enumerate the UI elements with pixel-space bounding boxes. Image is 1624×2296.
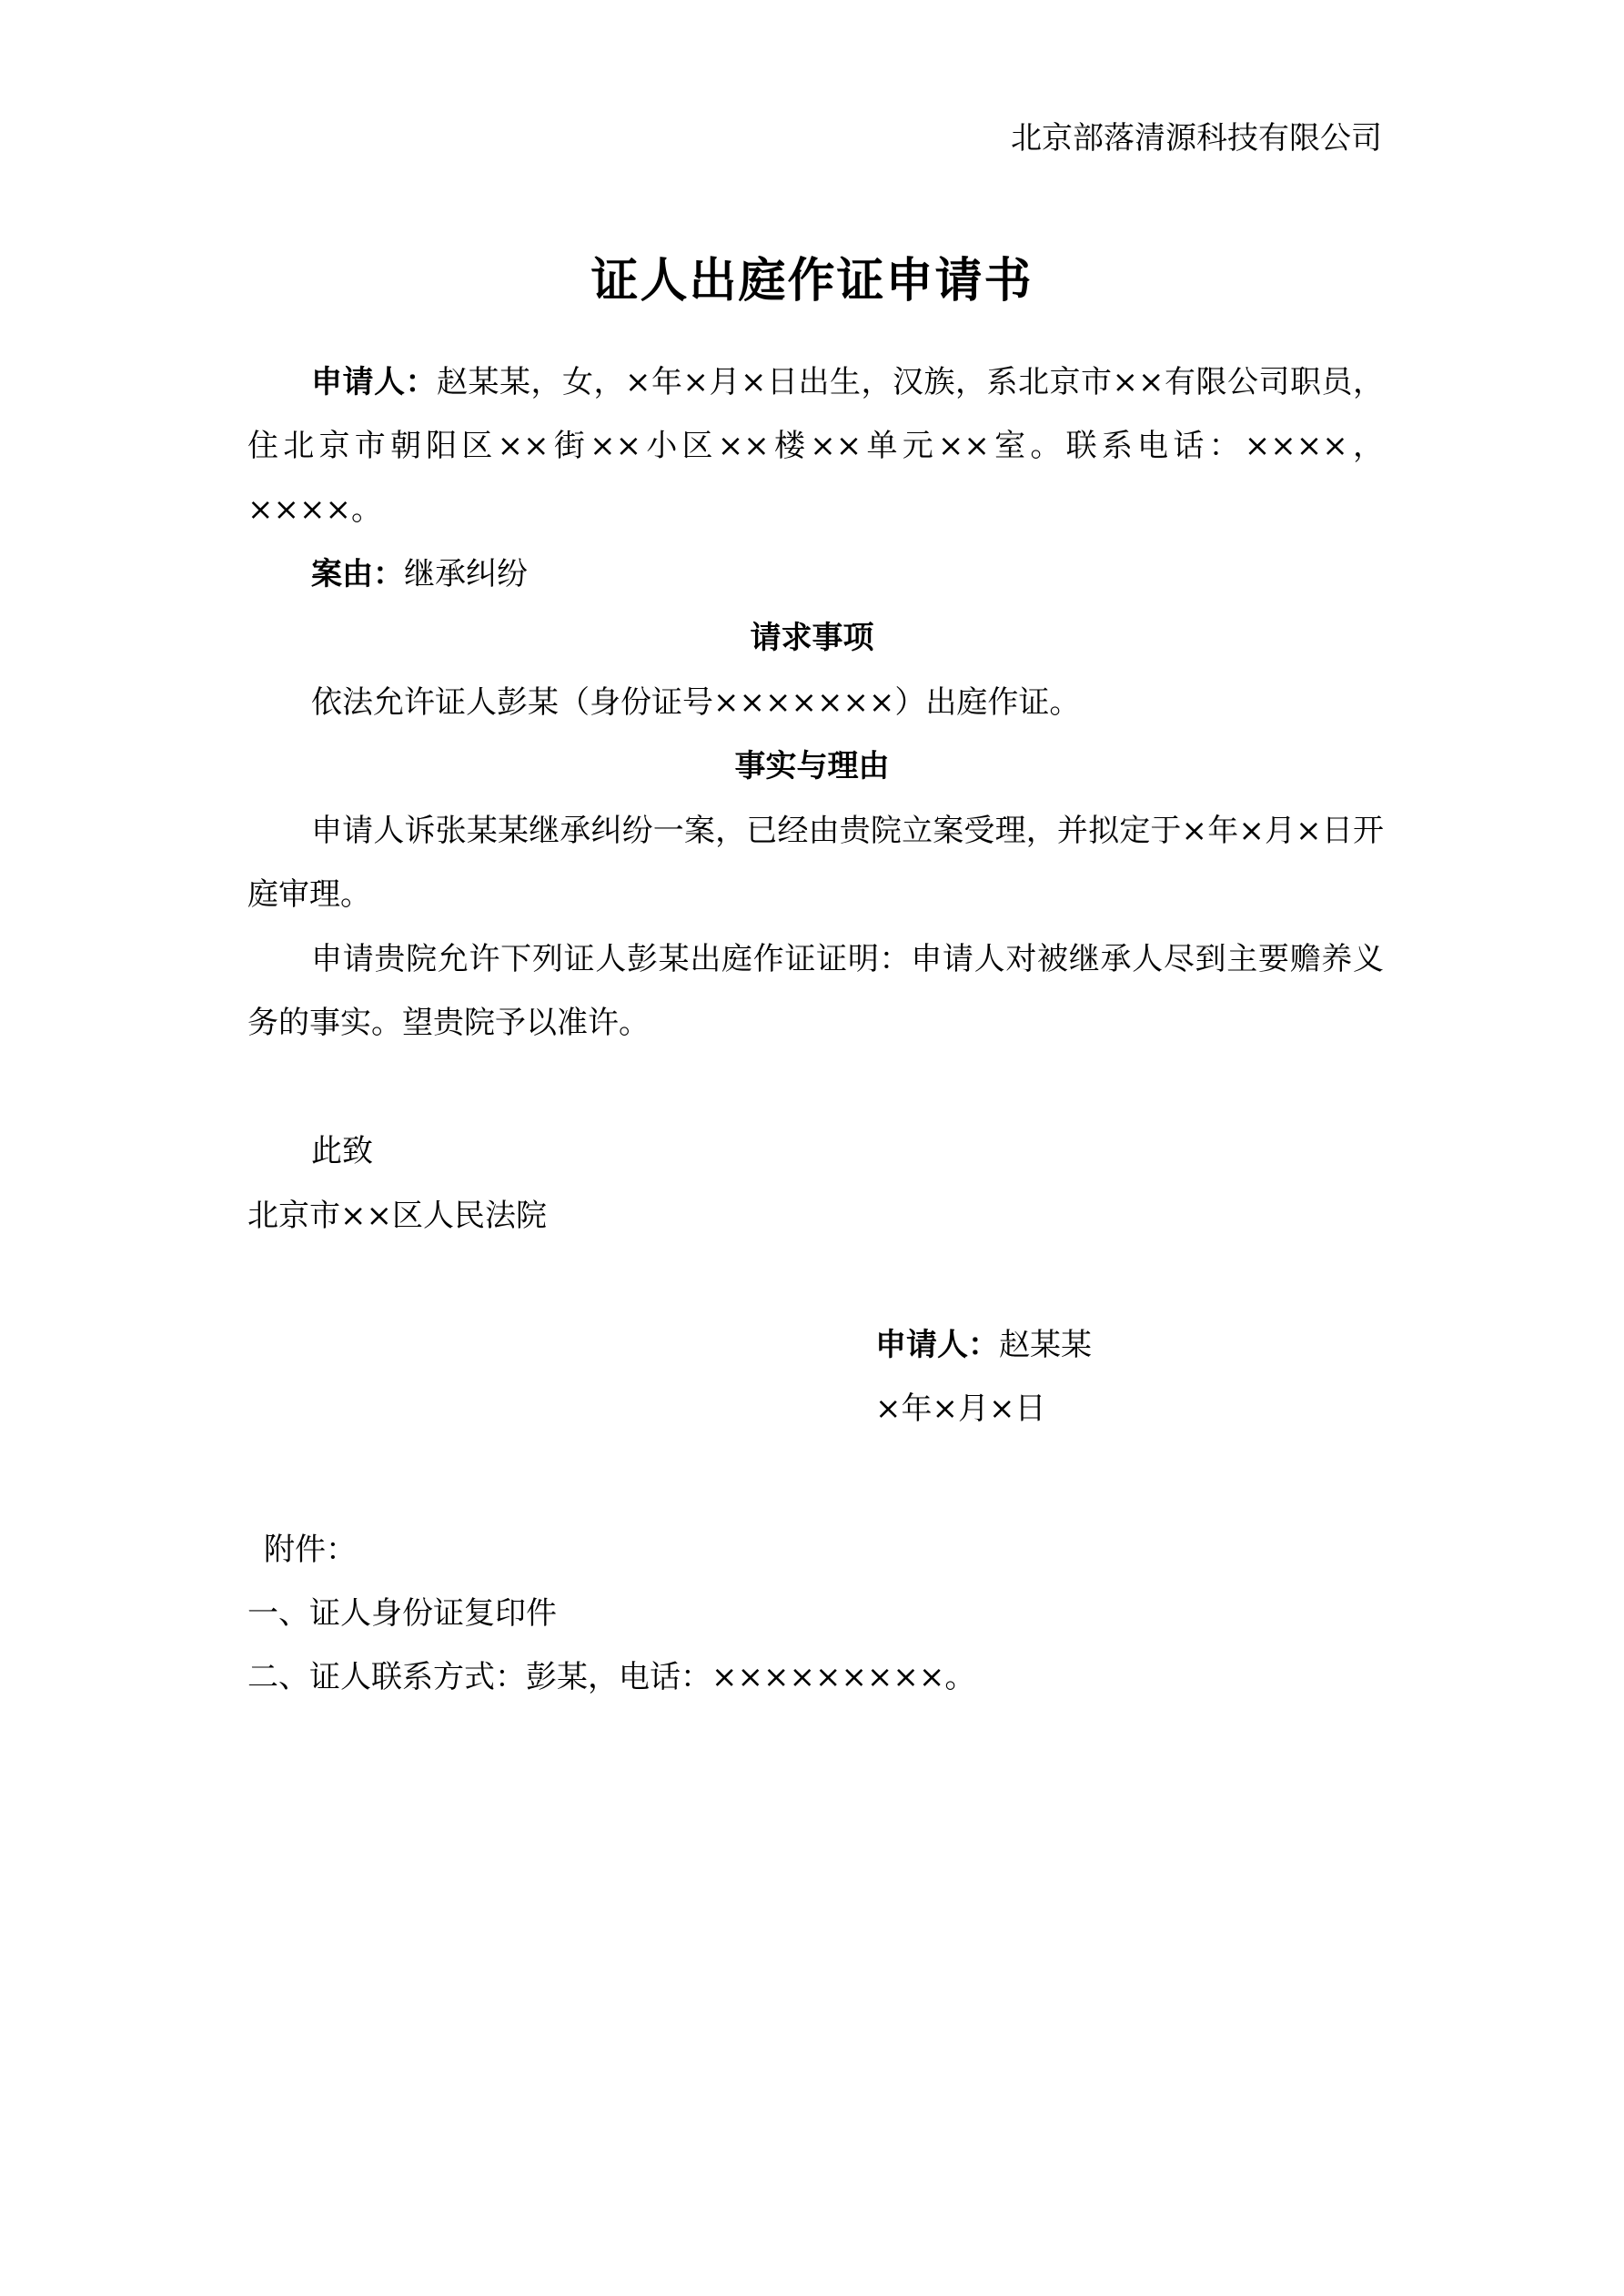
court-name: 北京市××区人民法院 — [247, 1198, 547, 1234]
case-label: 案由： — [311, 556, 404, 592]
applicant-label: 申请人： — [311, 364, 438, 400]
request-paragraph: 依法允许证人彭某（身份证号×××××××）出庭作证。 — [311, 684, 1081, 721]
signature-label: 申请人： — [875, 1327, 999, 1363]
signature-date: ×年×月×日 — [875, 1391, 1046, 1427]
case-text: 继承纠纷 — [404, 556, 528, 592]
company-name: 北京部落清源科技有限公司 — [1011, 120, 1382, 157]
attachment-item-1: 一、证人身份证复印件 — [247, 1595, 557, 1632]
applicant-text: 赵某某，女，×年×月×日出生，汉族，系北京市××有限公司职员，住北京市朝阳区××街××小区××楼××单元××室。联系电话：××××，××××。 — [247, 364, 1384, 528]
signature-name: 赵某某 — [999, 1327, 1092, 1363]
applicant-paragraph — [247, 350, 1384, 541]
facts-paragraph-1: 申请人诉张某某继承纠纷一案，已经由贵院立案受理，并拟定于×年×月×日开庭审理。 — [247, 813, 1384, 913]
signature-line — [875, 1313, 1092, 1377]
facts-paragraph-2: 申请贵院允许下列证人彭某出庭作证证明：申请人对被继承人尽到主要赡养义务的事实。望贵院予以准许。 — [247, 941, 1384, 1041]
facts-heading: 事实与理由 — [734, 748, 890, 784]
case-paragraph — [247, 542, 1384, 606]
request-heading: 请求事项 — [750, 620, 874, 656]
attachments-label: 附件： — [264, 1532, 357, 1568]
salutation: 此致 — [311, 1133, 373, 1169]
document-title: 证人出庭作证申请书 — [590, 253, 1034, 308]
attachment-item-2: 二、证人联系方式：彭某，电话：×××××××××。 — [247, 1659, 976, 1695]
